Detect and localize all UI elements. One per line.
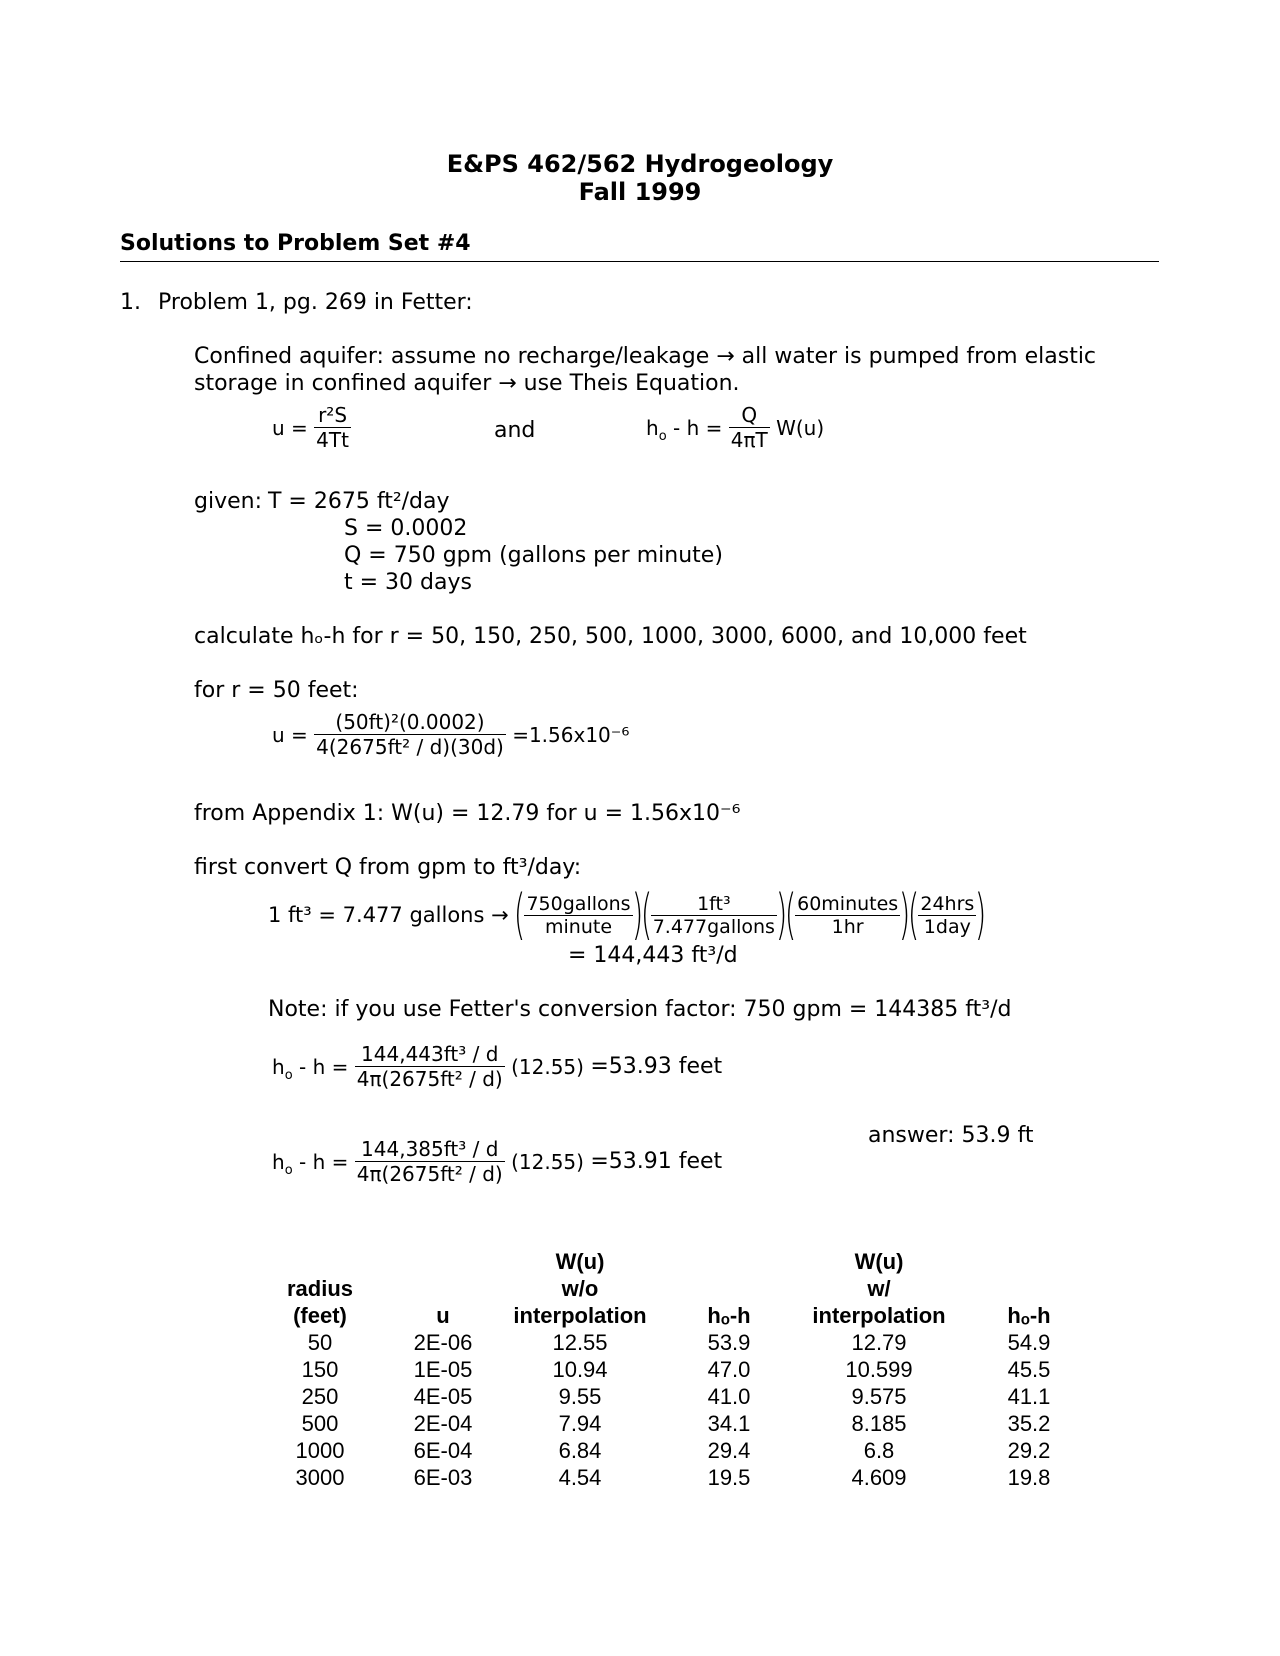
table-header-cell (260, 1248, 380, 1329)
eqA-lhs (272, 1054, 349, 1083)
table-cell: 6.84 (558, 1438, 602, 1463)
h-minus: - h = (666, 415, 723, 440)
u50-result: =1.56x10⁻⁶ (512, 722, 630, 747)
u50-numerator: (50ft)²(0.0002) (314, 710, 506, 735)
table-cell: 2E-04 (413, 1411, 473, 1436)
table-header-line: radius (286, 1276, 354, 1301)
eqA-result: =53.93 feet (590, 1054, 723, 1079)
table-cell: 250 (301, 1384, 339, 1409)
results-table (260, 1248, 1104, 1491)
u50-denominator: 4(2675ft² / d)(30d) (316, 735, 504, 759)
u50-fraction (314, 710, 506, 759)
table-cell: 1000 (295, 1438, 345, 1463)
right-paren: ) (975, 883, 987, 946)
table-header-line (954, 1275, 1104, 1302)
eqB-multiplier: (12.55) (511, 1149, 584, 1174)
eqB-h: h (272, 1149, 285, 1174)
table-cell: 12.79 (851, 1330, 907, 1355)
right-paren: ) (898, 883, 911, 946)
u-fraction (314, 403, 351, 452)
table-cell: 29.2 (1007, 1438, 1051, 1463)
table-header-cell (506, 1248, 654, 1329)
table-cell: 4.54 (558, 1465, 602, 1490)
section-divider (120, 261, 1159, 262)
given-t: t = 30 days (344, 570, 472, 595)
u50-equation (272, 710, 629, 759)
eqB-fraction (355, 1137, 505, 1186)
table-header-line: interpolation (812, 1303, 946, 1328)
course-title: E&PS 462/562 Hydrogeology (446, 150, 834, 178)
cv1-denominator: minute (545, 915, 613, 938)
problem-label: Problem 1, pg. 269 in Fetter: (158, 290, 473, 315)
table-row (260, 1437, 1104, 1464)
table-cell: 34.1 (707, 1411, 751, 1436)
table-cell: 150 (301, 1357, 339, 1382)
table-header-line: interpolation (513, 1303, 647, 1328)
eqA-minus: - h = (292, 1054, 349, 1079)
left-paren: ( (784, 883, 797, 946)
table-cell: 6E-04 (413, 1438, 473, 1463)
table-header-line: W(u) (854, 1249, 904, 1274)
table-cell: 9.575 (851, 1384, 907, 1409)
left-paren: ( (514, 883, 526, 946)
r50-label: for r = 50 feet: (194, 678, 359, 703)
eqB-denominator: 4π(2675ft² / d) (356, 1162, 503, 1186)
eqA-fraction (355, 1042, 505, 1091)
table-header-line (380, 1248, 506, 1275)
cv3-denominator: 1hr (831, 915, 864, 938)
table-header-line (654, 1248, 804, 1275)
table-row (260, 1356, 1104, 1383)
h-fraction (729, 403, 770, 452)
table-cell: 3000 (295, 1465, 345, 1490)
table-cell: 1E-05 (413, 1357, 473, 1382)
and-word: and (494, 418, 536, 443)
table-header-line: w/o (561, 1276, 599, 1301)
appendix-line: from Appendix 1: W(u) = 12.79 for u = 1.56x10⁻⁶ (194, 801, 741, 826)
table-cell: 10.94 (552, 1357, 608, 1382)
calculate-line: calculate hₒ-h for r = 50, 150, 250, 500, 1000, 3000, 6000, and 10,000 feet (194, 624, 1027, 649)
h-numerator: Q (729, 403, 770, 428)
drawdown-equation-b (272, 1137, 722, 1186)
theis-drawdown-equation (646, 403, 824, 452)
drawdown-equation-a (272, 1042, 722, 1091)
answer-line: answer: 53.9 ft (868, 1123, 1034, 1148)
eqA-h-sub: o (284, 1067, 293, 1083)
table-cell: 53.9 (707, 1330, 751, 1355)
h-symbol: h (646, 415, 659, 440)
table-cell: 50 (307, 1330, 333, 1355)
table-cell: 6E-03 (413, 1465, 473, 1490)
eqA-numerator: 144,443ft³ / d (355, 1042, 505, 1067)
given-label: given: (194, 489, 262, 514)
eqB-h-sub: o (284, 1162, 293, 1178)
eqB-minus: - h = (292, 1149, 349, 1174)
table-header-line: (feet) (293, 1303, 347, 1328)
table-header-line (260, 1248, 380, 1275)
right-paren: ) (775, 883, 788, 946)
table-row (260, 1383, 1104, 1410)
intro-line-1: Confined aquifer: assume no recharge/leakage → all water is pumped from elastic (194, 344, 1097, 369)
table-cell: 19.8 (1007, 1465, 1051, 1490)
table-cell: 47.0 (707, 1357, 751, 1382)
given-Q: Q = 750 gpm (gallons per minute) (344, 543, 723, 568)
table-header-line: hₒ-h (707, 1303, 751, 1328)
table-header-line: W(u) (555, 1249, 605, 1274)
cv4-numerator: 24hrs (920, 892, 975, 915)
table-header-cell (804, 1248, 954, 1329)
table-body (260, 1329, 1104, 1491)
cv1-numerator: 750gallons (526, 892, 631, 915)
table-cell: 7.94 (558, 1411, 602, 1436)
eqA-denominator: 4π(2675ft² / d) (356, 1067, 503, 1091)
left-paren: ( (908, 883, 920, 946)
eqB-lhs (272, 1149, 349, 1178)
fetter-note: Note: if you use Fetter's conversion factor: 750 gpm = 144385 ft³/d (268, 997, 1012, 1022)
theis-u-equation (272, 403, 351, 452)
table-row (260, 1329, 1104, 1356)
cv4-denominator: 1day (923, 915, 971, 938)
eqA-h: h (272, 1054, 285, 1079)
u-denominator: 4Tt (316, 428, 349, 452)
table-cell: 12.55 (552, 1330, 608, 1355)
table-header-line: hₒ-h (1007, 1303, 1051, 1328)
cv3-fraction (795, 893, 900, 938)
table-header-line (654, 1275, 804, 1302)
table-cell: 19.5 (707, 1465, 751, 1490)
table-cell: 35.2 (1007, 1411, 1051, 1436)
table-cell: 29.4 (707, 1438, 751, 1463)
table-cell: 45.5 (1007, 1357, 1051, 1382)
cv3-numerator: 60minutes (797, 892, 899, 915)
table-row (260, 1464, 1104, 1491)
cv2-numerator: 1ft³ (651, 893, 777, 916)
table-cell: 4E-05 (413, 1384, 473, 1409)
table-header-cell (380, 1248, 506, 1329)
term-title: Fall 1999 (578, 178, 702, 206)
given-S: S = 0.0002 (344, 516, 468, 541)
eqB-result: =53.91 feet (590, 1149, 723, 1174)
table-cell: 41.1 (1007, 1384, 1051, 1409)
right-paren: ) (631, 883, 643, 946)
u-numerator: r²S (314, 403, 351, 428)
table-cell: 2E-06 (413, 1330, 473, 1355)
table-cell: 4.609 (851, 1465, 907, 1490)
conversion-lhs: 1 ft³ = 7.477 gallons → (268, 903, 509, 927)
u-lhs: u = (272, 415, 308, 440)
cv1-fraction (524, 893, 632, 938)
table-cell: 41.0 (707, 1384, 751, 1409)
problem-number: 1. (120, 290, 141, 315)
table-row (260, 1410, 1104, 1437)
eqB-numerator: 144,385ft³ / d (355, 1137, 505, 1162)
table-cell: 9.55 (558, 1384, 602, 1409)
table-header-cell (654, 1248, 804, 1329)
cv2-fraction (651, 893, 777, 938)
conversion-result: = 144,443 ft³/d (568, 943, 738, 968)
intro-line-2: storage in confined aquifer → use Theis Equation. (194, 371, 740, 396)
table-header-line (380, 1275, 506, 1302)
table-header-row (260, 1248, 1104, 1329)
table-cell: 10.599 (845, 1357, 913, 1382)
cv4-fraction (918, 893, 976, 938)
h-lhs (646, 415, 723, 444)
h-rhs: W(u) (776, 415, 825, 440)
table-header-line: w/ (867, 1276, 891, 1301)
table-header-line: u (436, 1303, 450, 1328)
table-header-line (954, 1248, 1104, 1275)
left-paren: ( (640, 883, 652, 946)
table-cell: 6.8 (863, 1438, 895, 1463)
table-cell: 54.9 (1007, 1330, 1051, 1355)
convert-label: first convert Q from gpm to ft³/day: (194, 855, 582, 880)
table-cell: 500 (301, 1411, 339, 1436)
section-title: Solutions to Problem Set #4 (120, 231, 471, 256)
conversion-equation (268, 883, 987, 946)
cv2-denominator: 7.477gallons (652, 915, 775, 938)
h-subscript: o (658, 428, 667, 444)
h-denominator: 4πT (730, 428, 768, 452)
u50-lhs: u = (272, 722, 308, 747)
eqA-multiplier: (12.55) (511, 1054, 584, 1079)
table-cell: 8.185 (851, 1411, 907, 1436)
given-T: T = 2675 ft²/day (268, 489, 450, 514)
table-header-cell (954, 1248, 1104, 1329)
